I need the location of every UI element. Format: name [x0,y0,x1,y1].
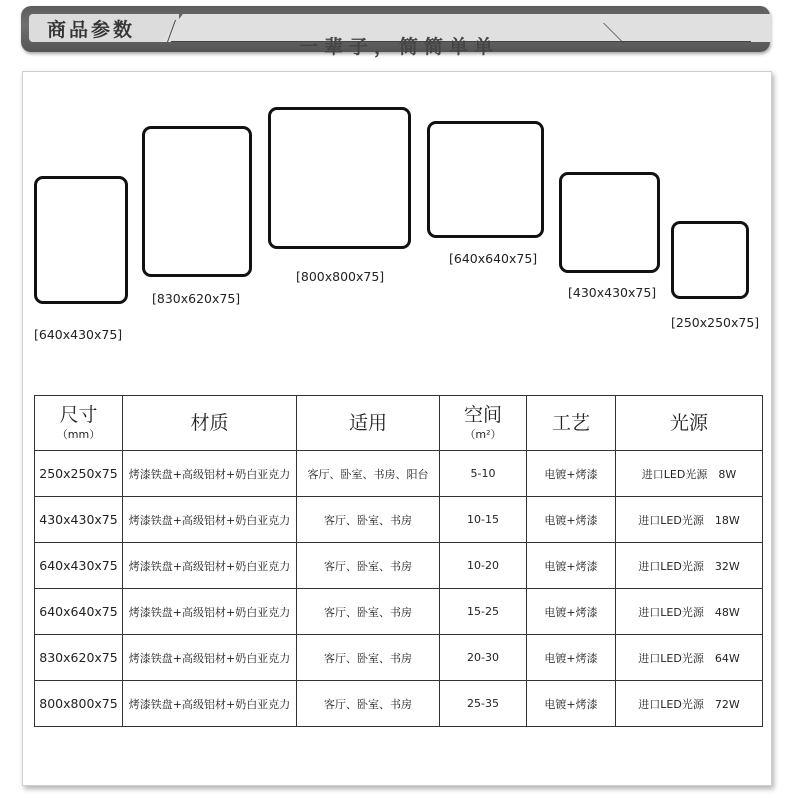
cell-light: 进口LED光源 18W [616,497,763,543]
cell-space: 10-15 [440,497,527,543]
cell-usage: 客厅、卧室、书房 [297,497,440,543]
size-outline-430x430 [559,172,660,273]
table-row [35,681,763,727]
cell-size: 640x430x75 [35,543,123,589]
col-header-size [35,396,123,451]
cell-usage: 客厅、卧室、书房 [297,681,440,727]
cell-size: 800x800x75 [35,681,123,727]
table-row [35,451,763,497]
cell-space: 5-10 [440,451,527,497]
cell-size: 430x430x75 [35,497,123,543]
cell-space: 10-20 [440,543,527,589]
header-label: 适用 [348,412,387,434]
cell-material: 烤漆铁盘+高级铝材+奶白亚克力 [123,543,297,589]
header-label: 材质 [190,412,229,434]
cell-size: 250x250x75 [35,451,123,497]
header-label: 尺寸 [59,404,98,426]
cell-material: 烤漆铁盘+高级铝材+奶白亚克力 [123,497,297,543]
table-row [35,543,763,589]
col-header-process [527,396,616,451]
size-outline-800x800 [268,107,411,249]
cell-usage: 客厅、卧室、书房 [297,543,440,589]
size-label: [250x250x75] [671,315,760,330]
cell-size: 640x640x75 [35,589,123,635]
cell-light: 进口LED光源 48W [616,589,763,635]
header-label: 空间 [463,404,502,426]
cell-material: 烤漆铁盘+高级铝材+奶白亚克力 [123,681,297,727]
col-header-light [616,396,763,451]
size-outline-640x430 [34,176,128,304]
size-label: [640x430x75] [34,327,123,342]
col-header-usage [297,396,440,451]
size-label: [430x430x75] [568,285,657,300]
table-row [35,497,763,543]
header-unit: （mm） [56,428,101,441]
cell-usage: 客厅、卧室、书房、阳台 [297,451,440,497]
cell-process: 电镀+烤漆 [527,589,616,635]
cell-process: 电镀+烤漆 [527,497,616,543]
cell-material: 烤漆铁盘+高级铝材+奶白亚克力 [123,635,297,681]
size-outline-250x250 [671,221,749,299]
cell-process: 电镀+烤漆 [527,543,616,589]
header-label: 工艺 [551,412,590,434]
cell-material: 烤漆铁盘+高级铝材+奶白亚克力 [123,451,297,497]
cell-light: 进口LED光源 32W [616,543,763,589]
cell-usage: 客厅、卧室、书房 [297,635,440,681]
cell-process: 电镀+烤漆 [527,635,616,681]
cell-light: 进口LED光源 8W [616,451,763,497]
cell-process: 电镀+烤漆 [527,451,616,497]
cell-usage: 客厅、卧室、书房 [297,589,440,635]
size-label: [830x620x75] [152,291,241,306]
slogan: 一辈子，简简单单 [299,36,500,58]
cell-space: 20-30 [440,635,527,681]
cell-size: 830x620x75 [35,635,123,681]
header-banner [21,6,770,58]
size-outline-830x620 [142,126,252,277]
cell-material: 烤漆铁盘+高级铝材+奶白亚克力 [123,589,297,635]
size-label: [800x800x75] [296,269,385,284]
table-row [35,635,763,681]
section-title: 商品参数 [47,19,136,41]
table-header-row [35,396,763,451]
size-outline-640x640 [427,121,544,238]
table-row [35,589,763,635]
header-unit: （m²） [464,428,502,441]
spec-table [34,395,763,727]
cell-light: 进口LED光源 72W [616,681,763,727]
header-label: 光源 [669,412,708,434]
col-header-space [440,396,527,451]
cell-light: 进口LED光源 64W [616,635,763,681]
col-header-material [123,396,297,451]
size-label: [640x640x75] [449,251,538,266]
cell-space: 15-25 [440,589,527,635]
cell-process: 电镀+烤漆 [527,681,616,727]
cell-space: 25-35 [440,681,527,727]
